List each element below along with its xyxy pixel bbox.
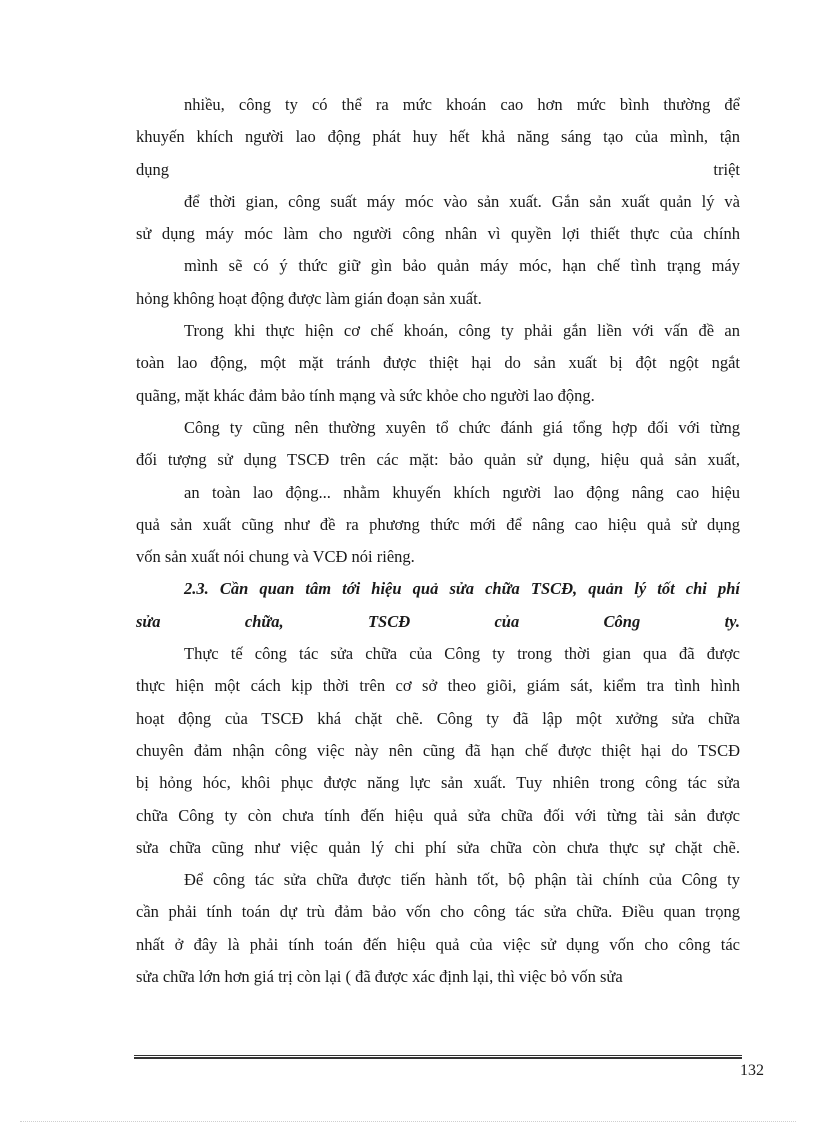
section-heading-line: 2.3. Cần quan tâm tới hiệu quả sửa chữa TSCĐ, quản lý tốt chi phí	[184, 579, 740, 599]
body-text	[136, 89, 740, 993]
paragraph-line: an toàn lao động... nhằm khuyến khích người lao động nâng cao hiệu	[184, 482, 740, 502]
paragraph-line: đối tượng sử dụng TSCĐ trên các mặt: bảo quản sử dụng, hiệu quả sản xuất,	[136, 450, 740, 470]
paragraph-line: khuyến khích người lao động phát huy hết khả năng sáng tạo của mình, tận	[136, 127, 740, 147]
paragraph-line: quả sản xuất cũng như đề ra phương thức mới để nâng cao hiệu quả sử dụng	[136, 514, 740, 534]
paragraph-line: sửa chữa cũng như việc quản lý chi phí sửa chữa còn chưa thực sự chặt chẽ.	[136, 837, 740, 857]
paragraph-line: mình sẽ có ý thức giữ gìn bảo quản máy móc, hạn chế tình trạng máy	[184, 256, 740, 276]
footer-divider	[134, 1055, 742, 1059]
page-number: 132	[740, 1062, 764, 1079]
paragraph-line: Để công tác sửa chữa được tiến hành tốt, bộ phận tài chính của Công ty	[184, 870, 740, 890]
paragraph-line: nhất ở đây là phải tính toán đến hiệu quả của việc sử dụng vốn cho công tác	[136, 934, 740, 954]
paragraph-line: Trong khi thực hiện cơ chế khoán, công ty phải gắn liền với vấn đề an	[184, 321, 740, 341]
paragraph-line: dụng triệt	[136, 159, 740, 179]
paragraph-line: để thời gian, công suất máy móc vào sản xuất. Gắn sản xuất quản lý và	[184, 191, 740, 211]
paragraph-line: chữa Công ty còn chưa tính đến hiệu quả sửa chữa đối với từng tài sản được	[136, 805, 740, 825]
paragraph-line: hoạt động của TSCĐ khá chặt chẽ. Công ty đã lập một xưởng sửa chữa	[136, 708, 740, 728]
paragraph-line: sửa chữa lớn hơn giá trị còn lại ( đã được xác định lại, thì việc bỏ vốn sửa	[136, 967, 623, 987]
paragraph-line: nhiều, công ty có thể ra mức khoán cao hơn mức bình thường để	[184, 95, 740, 114]
paragraph-line: vốn sản xuất nói chung và VCĐ nói riêng.	[136, 547, 415, 567]
paragraph-line: Thực tế công tác sửa chữa của Công ty trong thời gian qua đã được	[184, 644, 740, 664]
section-heading-line: sửa chữa, TSCĐ của Công ty.	[136, 611, 740, 631]
page-bottom-border	[20, 1121, 796, 1122]
paragraph-line: Công ty cũng nên thường xuyên tổ chức đánh giá tổng hợp đối với từng	[184, 417, 740, 437]
paragraph-line: quãng, mặt khác đảm bảo tính mạng và sức khỏe cho người lao động.	[136, 385, 595, 405]
paragraph-line: hỏng không hoạt động được làm gián đoạn sản xuất.	[136, 288, 482, 308]
paragraph-line: sử dụng máy móc làm cho người công nhân vì quyền lợi thiết thực của chính	[136, 224, 740, 244]
paragraph-line: cần phải tính toán dự trù đảm bảo vốn cho công tác sửa chữa. Điều quan trọng	[136, 902, 740, 922]
paragraph-line: toàn lao động, một mặt tránh được thiệt hại do sản xuất bị đột ngột ngắt	[136, 353, 740, 373]
paragraph-line: chuyên đảm nhận công việc này nên cũng đã hạn chế được thiệt hại do TSCĐ	[136, 740, 740, 760]
paragraph-line: thực hiện một cách kịp thời trên cơ sở theo giõi, giám sát, kiểm tra tình hình	[136, 676, 740, 696]
paragraph-line: bị hỏng hóc, khôi phục được năng lực sản xuất. Tuy nhiên trong công tác sửa	[136, 773, 740, 793]
